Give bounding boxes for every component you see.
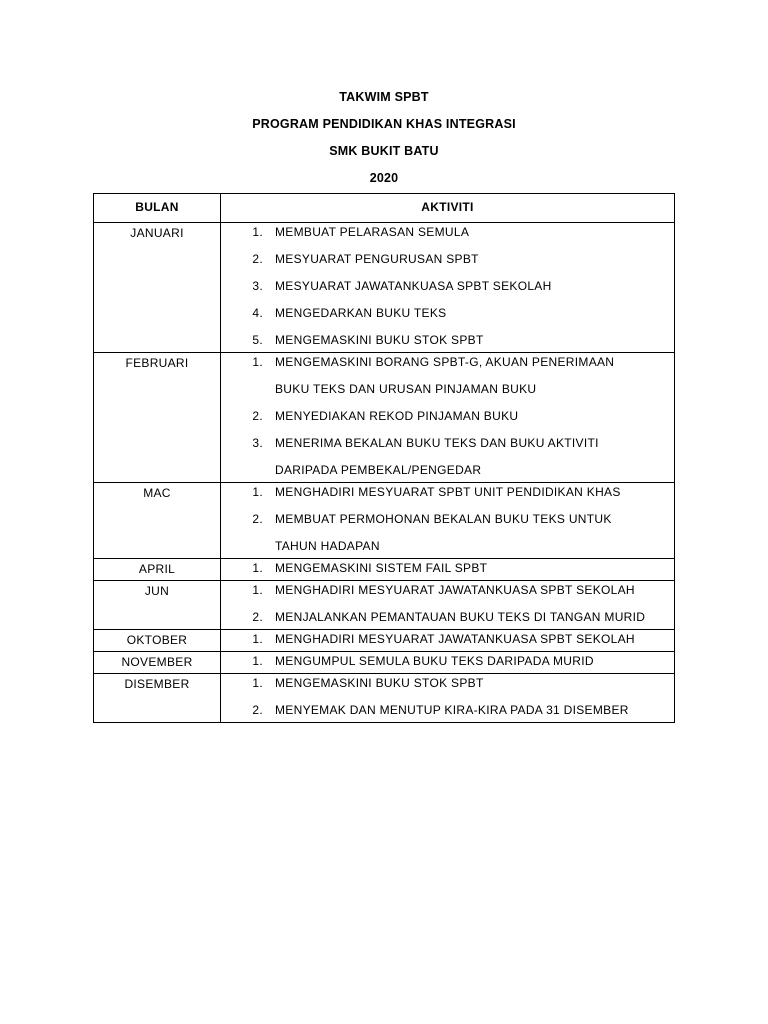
month-cell: JUN bbox=[94, 581, 221, 630]
activity-text: MENGHADIRI MESYUARAT SPBT UNIT PENDIDIKAN KHAS bbox=[275, 485, 621, 499]
month-cell: OKTOBER bbox=[94, 630, 221, 652]
activity-number: 1. bbox=[252, 654, 263, 668]
table-row bbox=[94, 483, 675, 559]
activity-number: 1. bbox=[252, 632, 263, 646]
activity-item bbox=[221, 376, 674, 403]
table-row bbox=[94, 674, 675, 723]
activity-item bbox=[221, 403, 674, 430]
activity-number: 1. bbox=[252, 225, 263, 239]
activity-number: 2. bbox=[252, 512, 263, 526]
activity-text: MEMBUAT PELARASAN SEMULA bbox=[275, 225, 470, 239]
activity-item bbox=[221, 273, 674, 300]
activity-number: 3. bbox=[252, 436, 263, 450]
month-cell: MAC bbox=[94, 483, 221, 559]
activity-text: MENYEDIAKAN REKOD PINJAMAN BUKU bbox=[275, 409, 519, 423]
activity-text: MENYEMAK DAN MENUTUP KIRA-KIRA PADA 31 DISEMBER bbox=[275, 703, 629, 717]
month-cell: DISEMBER bbox=[94, 674, 221, 723]
activity-number: 4. bbox=[252, 306, 263, 320]
activity-item bbox=[221, 506, 674, 533]
column-header-aktiviti: AKTIVITI bbox=[221, 194, 675, 223]
activity-text: TAHUN HADAPAN bbox=[275, 539, 380, 553]
table-row bbox=[94, 223, 675, 353]
activity-number: 2. bbox=[252, 252, 263, 266]
activity-number: 2. bbox=[252, 610, 263, 624]
month-cell: NOVEMBER bbox=[94, 652, 221, 674]
activity-number: 2. bbox=[252, 409, 263, 423]
activity-text: MENGEMASKINI SISTEM FAIL SPBT bbox=[275, 561, 488, 575]
school-name: SMK BUKIT BATU bbox=[329, 144, 439, 158]
activity-text: DARIPADA PEMBEKAL/PENGEDAR bbox=[275, 463, 482, 477]
activity-number: 5. bbox=[252, 333, 263, 347]
activity-cell bbox=[221, 483, 675, 559]
activity-cell bbox=[221, 353, 675, 483]
activity-item bbox=[221, 219, 674, 246]
activity-item bbox=[221, 479, 674, 506]
activity-text: MENGHADIRI MESYUARAT JAWATANKUASA SPBT SEKOLAH bbox=[275, 583, 635, 597]
activity-item bbox=[221, 577, 674, 604]
activity-text: MESYUARAT PENGURUSAN SPBT bbox=[275, 252, 479, 266]
month-cell: JANUARI bbox=[94, 223, 221, 353]
column-header-bulan: BULAN bbox=[94, 194, 221, 223]
activity-item bbox=[221, 349, 674, 376]
activity-item bbox=[221, 300, 674, 327]
activity-item bbox=[221, 697, 674, 724]
table-row bbox=[94, 581, 675, 630]
activity-text: MENGEMASKINI BUKU STOK SPBT bbox=[275, 676, 484, 690]
activity-number: 2. bbox=[252, 703, 263, 717]
month-cell: APRIL bbox=[94, 559, 221, 581]
activity-cell bbox=[221, 581, 675, 630]
activity-number: 1. bbox=[252, 561, 263, 575]
activity-text: MENGEMASKINI BUKU STOK SPBT bbox=[275, 333, 484, 347]
program-name: PROGRAM PENDIDIKAN KHAS INTEGRASI bbox=[252, 117, 516, 131]
activity-text: BUKU TEKS DAN URUSAN PINJAMAN BUKU bbox=[275, 382, 537, 396]
month-cell: FEBRUARI bbox=[94, 353, 221, 483]
activity-text: MENGEDARKAN BUKU TEKS bbox=[275, 306, 447, 320]
activity-item bbox=[221, 670, 674, 697]
table-row bbox=[94, 353, 675, 483]
activity-cell bbox=[221, 674, 675, 723]
activity-number: 3. bbox=[252, 279, 263, 293]
activity-number: 1. bbox=[252, 355, 263, 369]
activity-text: MEMBUAT PERMOHONAN BEKALAN BUKU TEKS UNTUK bbox=[275, 512, 612, 526]
activity-number: 1. bbox=[252, 676, 263, 690]
activity-item bbox=[221, 246, 674, 273]
table-body bbox=[94, 223, 675, 723]
document-title: TAKWIM SPBT bbox=[339, 90, 429, 104]
activity-text: MENGUMPUL SEMULA BUKU TEKS DARIPADA MURID bbox=[275, 654, 594, 668]
activity-cell bbox=[221, 223, 675, 353]
activity-number: 1. bbox=[252, 485, 263, 499]
activity-text: MESYUARAT JAWATANKUASA SPBT SEKOLAH bbox=[275, 279, 552, 293]
activity-number: 1. bbox=[252, 583, 263, 597]
activity-text: MENGHADIRI MESYUARAT JAWATANKUASA SPBT SEKOLAH bbox=[275, 632, 635, 646]
year-label: 2020 bbox=[369, 171, 399, 185]
activity-text: MENJALANKAN PEMANTAUAN BUKU TEKS DI TANGAN MURID bbox=[275, 610, 646, 624]
activity-text: MENERIMA BEKALAN BUKU TEKS DAN BUKU AKTIVITI bbox=[275, 436, 599, 450]
activity-text: MENGEMASKINI BORANG SPBT-G, AKUAN PENERIMAAN bbox=[275, 355, 615, 369]
activity-table bbox=[93, 193, 675, 723]
activity-item bbox=[221, 430, 674, 457]
